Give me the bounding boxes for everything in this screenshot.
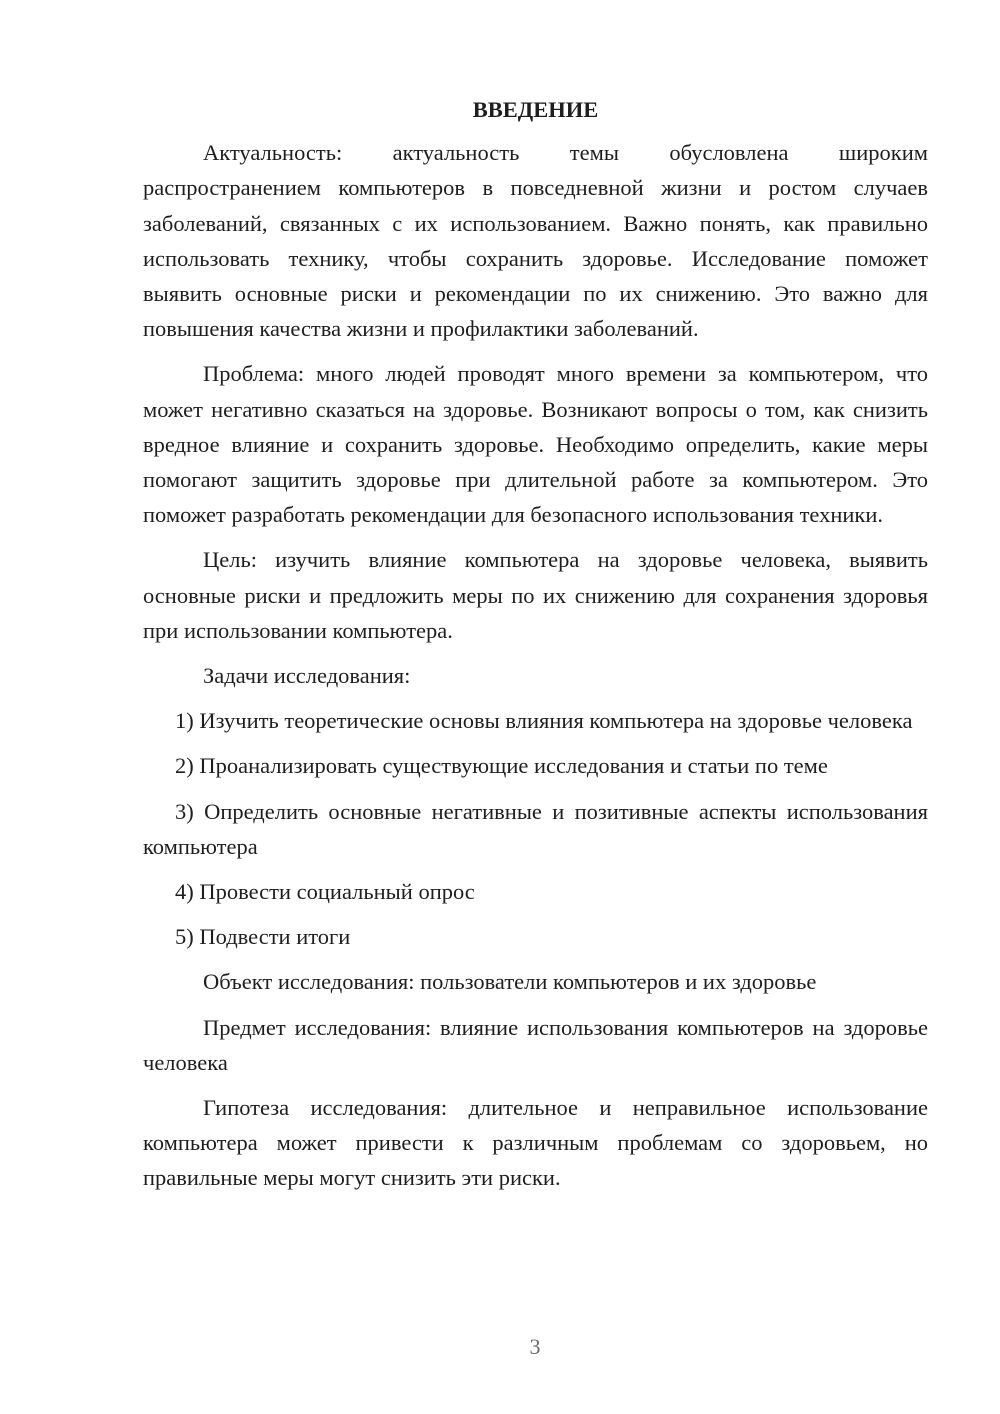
task-item-2: 2) Проанализировать существующие исследования и статьи по теме: [175, 753, 828, 779]
section-title: ВВЕДЕНИЕ: [472, 97, 599, 122]
paragraph-relevance: Актуальность: актуальность темы обусловлена широким распространением компьютеров в повседневной жизни и ростом случаев заболеваний, связанных с их использованием. Важно понять, как правильно использовать технику, чтобы сохранить здоровье. Исследование поможет выявить основные риски и рекомендации по их снижению. Это важно для повышения качества жизни и профилактики заболеваний.: [143, 140, 928, 342]
task-item-3: 3) Определить основные негативные и позитивные аспекты использования компьютера: [143, 798, 928, 859]
paragraph-goal: Цель: изучить влияние компьютера на здоровье человека, выявить основные риски и предложить меры по их снижению для сохранения здоровья при использовании компьютера.: [143, 547, 928, 643]
task-item-4: 4) Провести социальный опрос: [175, 879, 475, 905]
paragraph-hypothesis: Гипотеза исследования: длительное и неправильное использование компьютера может привести к различным проблемам со здоровьем, но правильные меры могут снизить эти риски.: [143, 1095, 928, 1191]
paragraph-object: Объект исследования: пользователи компьютеров и их здоровье: [203, 969, 817, 995]
tasks-heading: Задачи исследования:: [203, 663, 411, 689]
page-number: 3: [529, 1334, 541, 1359]
task-item-1: 1) Изучить теоретические основы влияния компьютера на здоровье человека: [175, 708, 913, 734]
document-page: [143, 92, 928, 1206]
paragraph-problem: Проблема: много людей проводят много времени за компьютером, что может негативно сказаться на здоровье. Возникают вопросы о том, как снизить вредное влияние и сохранить здоровье. Необходимо определить, какие меры помогают защитить здоровье при длительной работе за компьютером. Это поможет разработать рекомендации для безопасного использования техники.: [143, 361, 928, 528]
paragraph-subject: Предмет исследования: влияние использования компьютеров на здоровье человека: [143, 1014, 928, 1075]
task-item-5: 5) Подвести итоги: [175, 924, 351, 950]
